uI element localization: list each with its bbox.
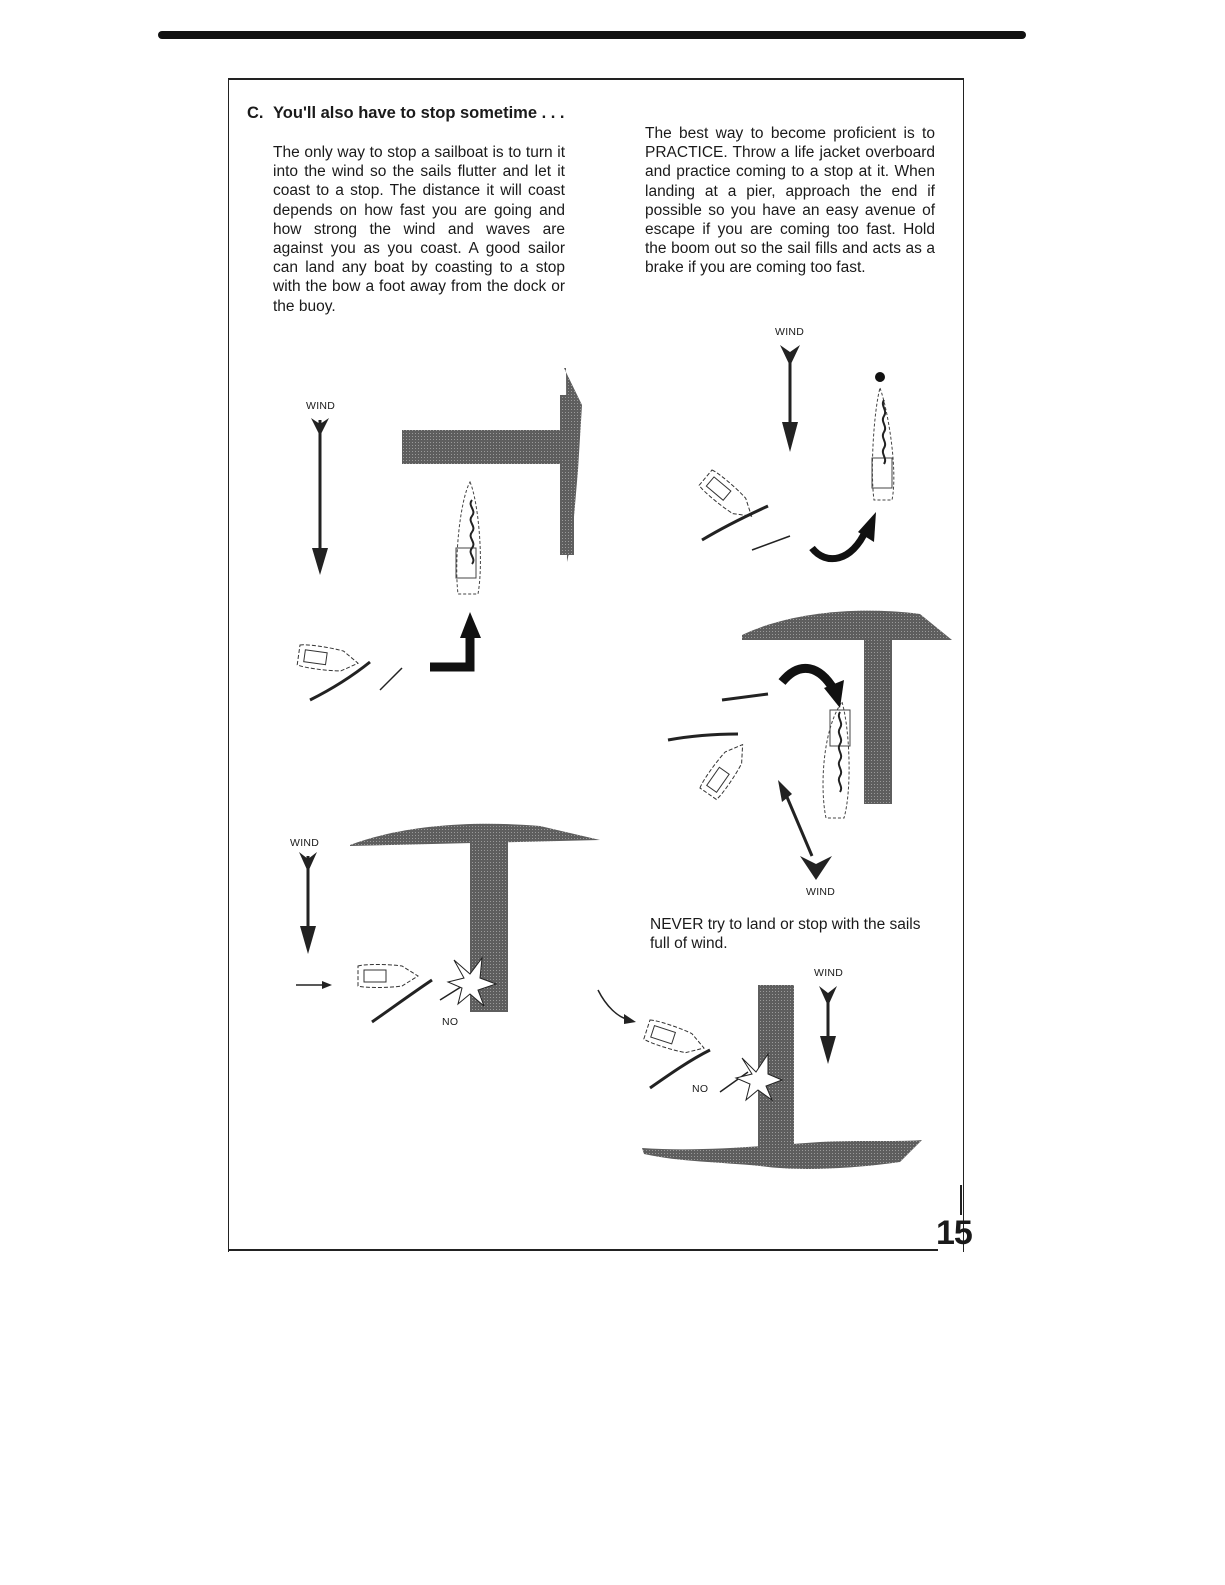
section-title: You'll also have to stop sometime . . . <box>273 104 565 122</box>
no-label: NO <box>692 1083 709 1095</box>
no-label: NO <box>442 1016 459 1028</box>
wind-label: WIND <box>290 837 320 849</box>
left-paragraph: The only way to stop a sailboat is to turn it into the wind so the sails flutter and let it coast to a stop. The distance it will coast depends on how fast you are going and how strong the wind and waves are against you as you coast. A good sailor can land any boat by coasting to a stop with the bow a foot away from the dock or the buoy. <box>273 144 565 315</box>
wind-label: WIND <box>306 400 336 412</box>
page-number: 15 <box>936 1214 972 1252</box>
right-paragraph: The best way to become proficient is to PRACTICE. Throw a life jacket overboard and practice coming to a stop at it. When landing at a pier, approach the end if possible so you have an easy avenue of escape if you are coming too fast. Hold the boom out so the sail fills and acts as a brake if you are coming too fast. <box>645 125 935 277</box>
wind-label: WIND <box>775 326 805 338</box>
diagram-crash-pier <box>598 985 922 1169</box>
diagram-dock-approach <box>297 368 582 700</box>
diagram-buoy-practice <box>698 345 894 559</box>
diagram-pier-landing <box>668 611 952 880</box>
diagram-crash-dock <box>296 824 600 1022</box>
wind-label: WIND <box>806 886 836 898</box>
section-letter: C. <box>247 104 264 122</box>
never-paragraph: NEVER try to land or stop with the sails full of wind. <box>650 916 921 953</box>
wind-label: WIND <box>814 967 844 979</box>
